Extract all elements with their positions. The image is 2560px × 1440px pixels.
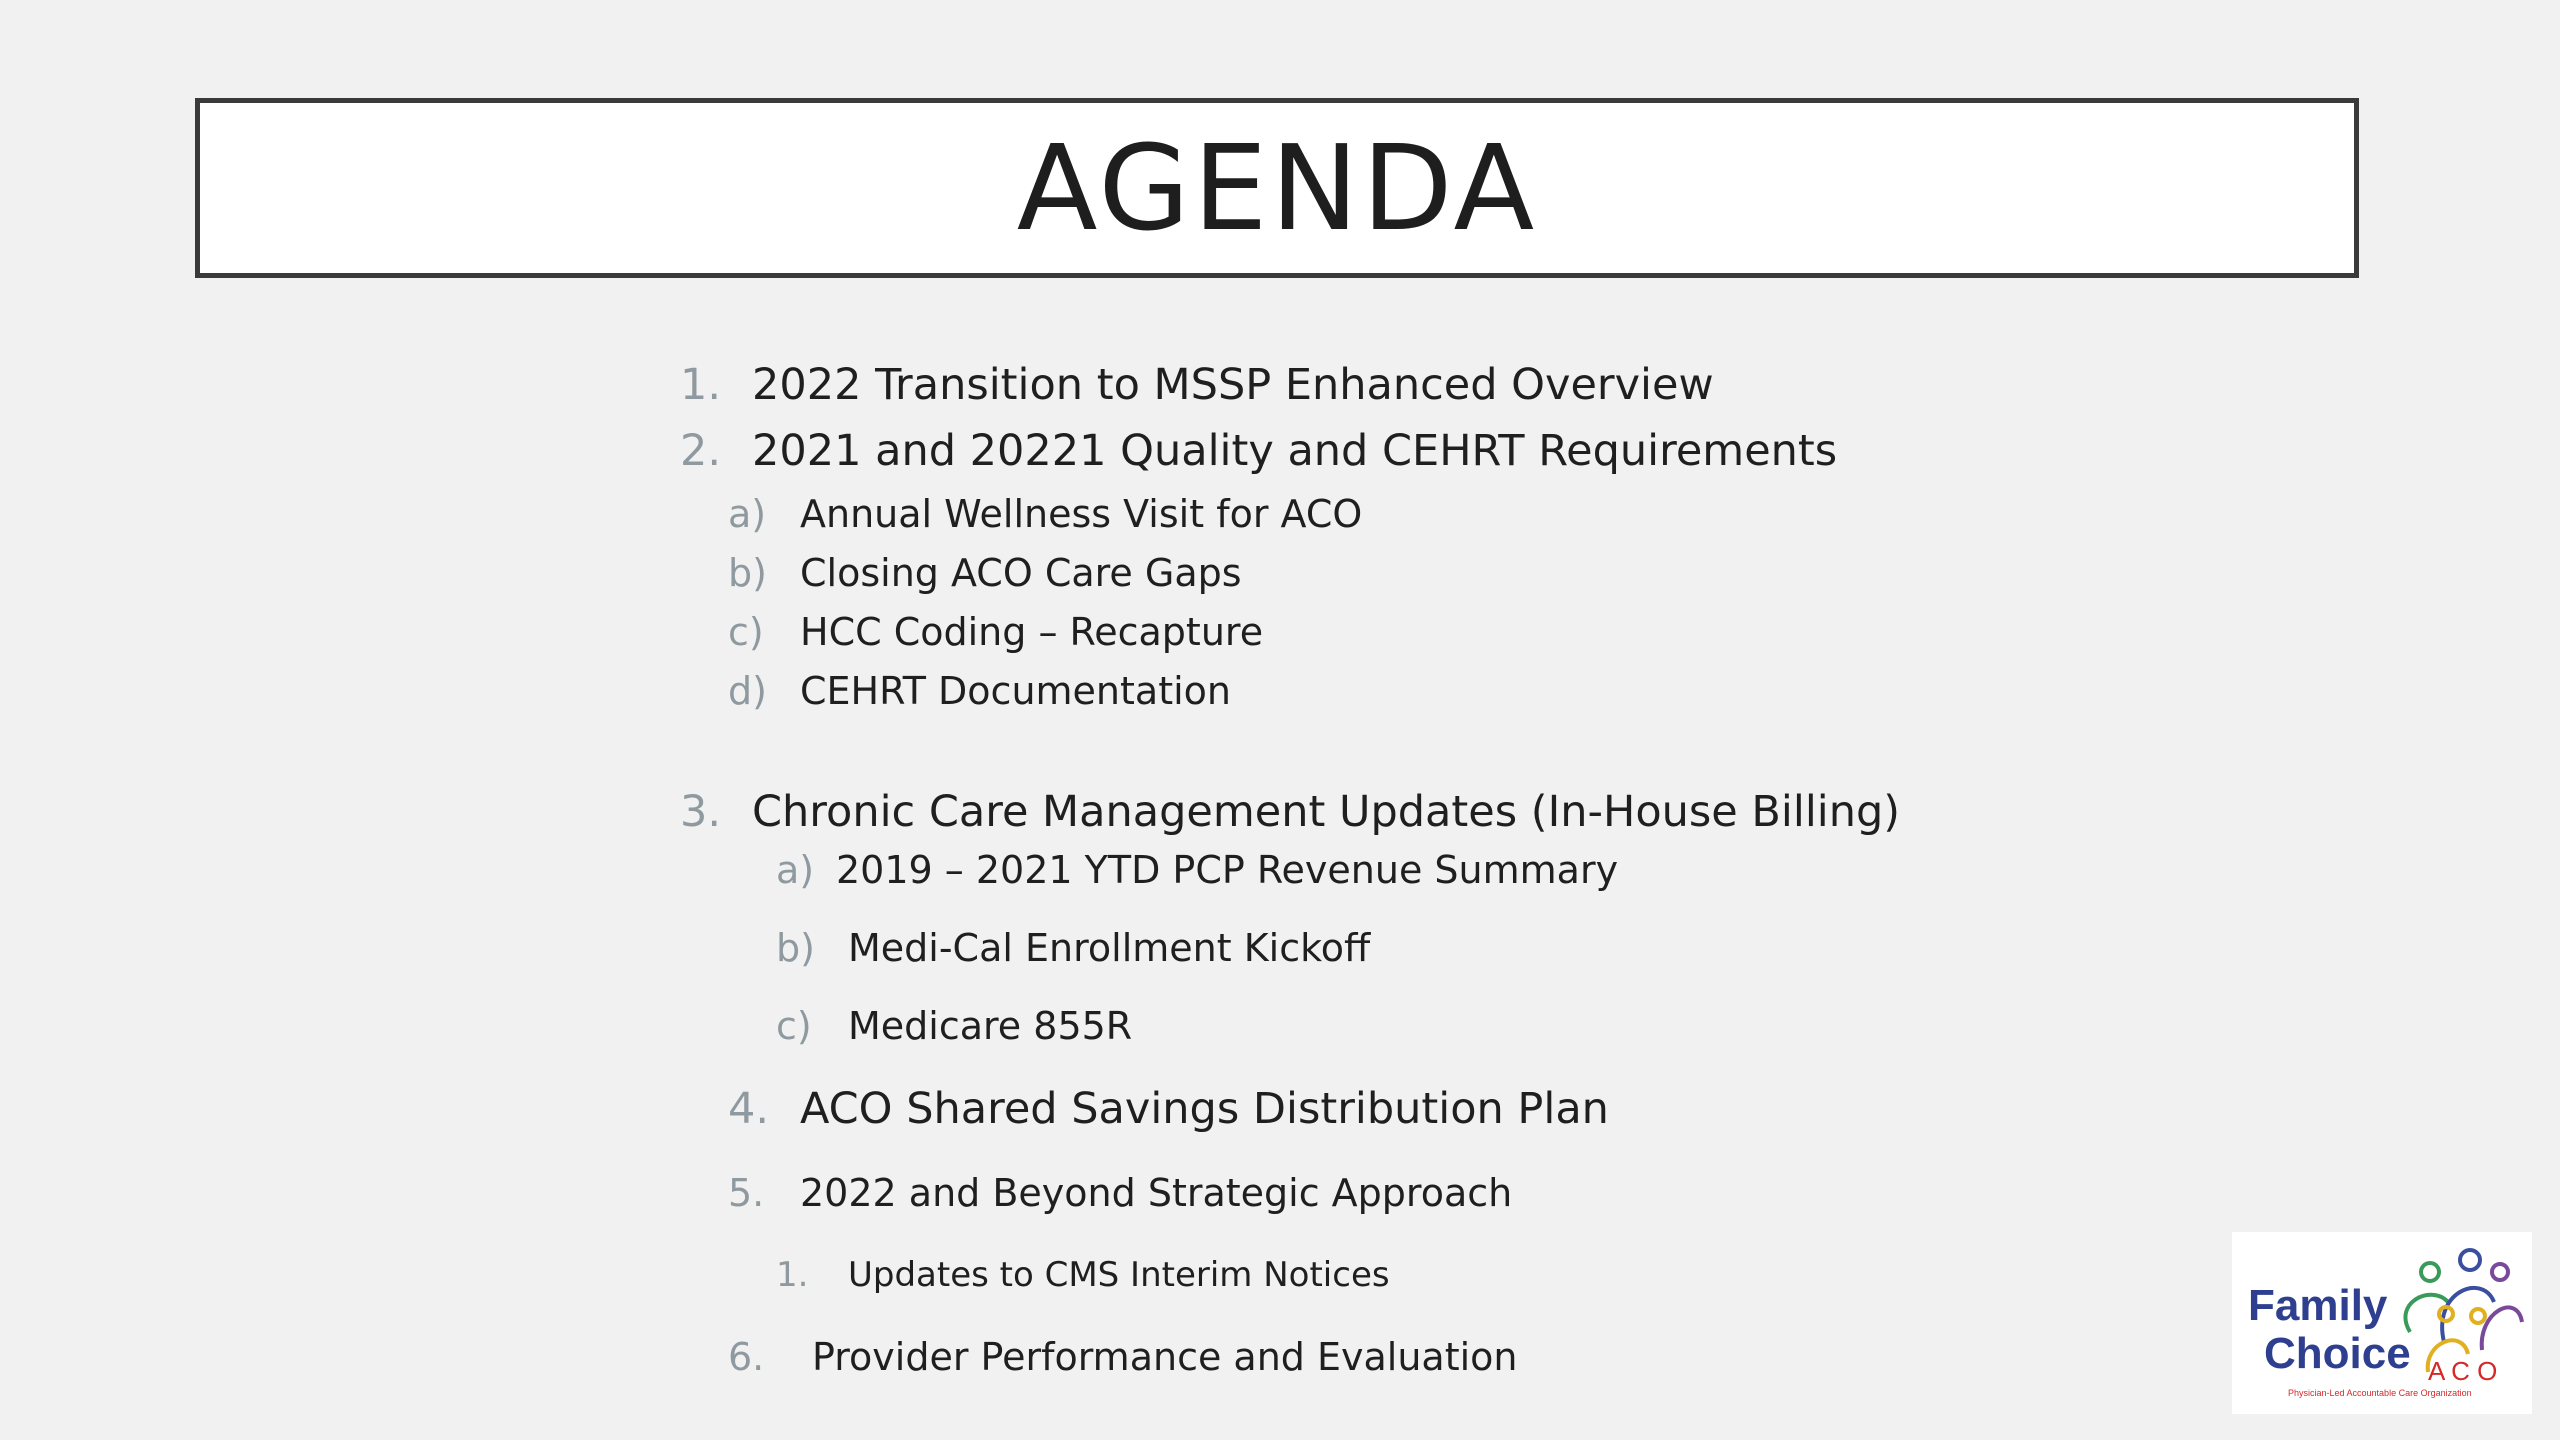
- item-number: d): [728, 669, 767, 713]
- item-text: HCC Coding – Recapture: [800, 610, 1264, 654]
- family-choice-aco-logo: [2232, 1232, 2532, 1414]
- logo-tagline: Physician-Led Accountable Care Organization: [2288, 1388, 2472, 1398]
- logo-line1: Family: [2248, 1281, 2388, 1330]
- agenda-subitem-3b: [776, 926, 1370, 970]
- logo-aco: A C O: [2428, 1356, 2498, 1386]
- item-number: 5.: [728, 1171, 765, 1215]
- slide-title: AGENDA: [1016, 119, 1538, 257]
- item-text: Closing ACO Care Gaps: [800, 551, 1242, 595]
- item-number: 3.: [680, 787, 722, 837]
- item-number: b): [776, 926, 815, 970]
- item-number: c): [728, 610, 764, 654]
- item-text: CEHRT Documentation: [800, 669, 1231, 713]
- agenda-item-2: [680, 426, 1837, 476]
- agenda-subitem-3a: [776, 848, 1618, 892]
- agenda-subitem-3c: [776, 1004, 1132, 1048]
- item-text: Medi-Cal Enrollment Kickoff: [848, 926, 1371, 970]
- figure-head-purple: [2492, 1264, 2508, 1280]
- figure-head-green: [2421, 1263, 2439, 1281]
- item-text: Chronic Care Management Updates (In-House Billing): [752, 787, 1901, 837]
- item-text: Provider Performance and Evaluation: [812, 1335, 1518, 1379]
- item-text: Annual Wellness Visit for ACO: [800, 492, 1363, 536]
- item-number: b): [728, 551, 767, 595]
- agenda-item-3: [680, 787, 1900, 837]
- item-number: 1.: [776, 1255, 809, 1295]
- item-text: ACO Shared Savings Distribution Plan: [800, 1084, 1609, 1134]
- item-text: Updates to CMS Interim Notices: [848, 1255, 1390, 1295]
- agenda-subitem-2a: [728, 492, 1362, 536]
- item-number: a): [776, 848, 815, 892]
- agenda-subitem-2d: [728, 669, 1231, 713]
- item-number: 4.: [728, 1084, 770, 1134]
- item-text: 2019 – 2021 YTD PCP Revenue Summary: [836, 848, 1619, 892]
- agenda-item-6: [728, 1335, 1518, 1379]
- agenda-item-4: [728, 1084, 1609, 1134]
- item-text: 2022 Transition to MSSP Enhanced Overview: [752, 360, 1714, 410]
- item-number: 2.: [680, 426, 722, 476]
- item-number: 1.: [680, 360, 722, 410]
- title-box: [195, 98, 2359, 278]
- agenda-item-5: [728, 1171, 1512, 1215]
- logo-line2: Choice: [2264, 1329, 2411, 1378]
- logo-graphic: [2232, 1232, 2532, 1414]
- item-text: Medicare 855R: [848, 1004, 1133, 1048]
- item-number: c): [776, 1004, 812, 1048]
- agenda-item-1: [680, 360, 1714, 410]
- agenda-subitem-5-1: [776, 1255, 1390, 1295]
- item-number: 6.: [728, 1335, 765, 1379]
- item-text: 2021 and 20221 Quality and CEHRT Requirements: [752, 426, 1838, 476]
- item-number: a): [728, 492, 767, 536]
- agenda-subitem-2c: [728, 610, 1263, 654]
- agenda-subitem-2b: [728, 551, 1242, 595]
- figure-head-blue: [2460, 1250, 2480, 1270]
- item-text: 2022 and Beyond Strategic Approach: [800, 1171, 1513, 1215]
